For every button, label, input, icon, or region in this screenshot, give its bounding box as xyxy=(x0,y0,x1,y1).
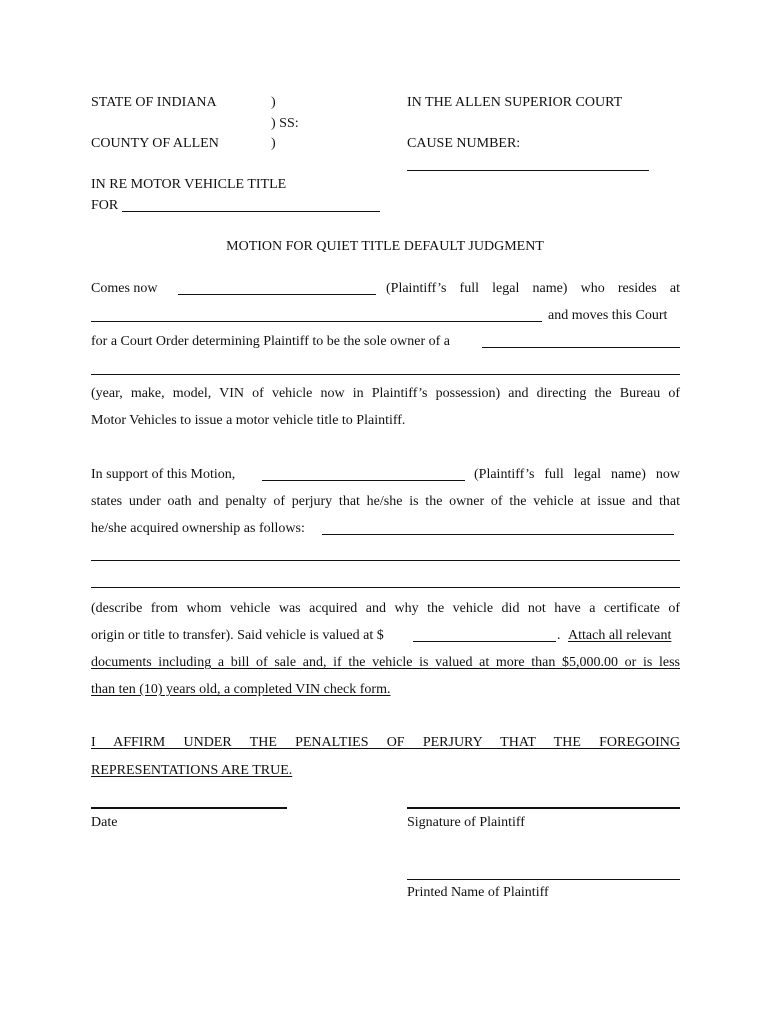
affirm-text: I AFFIRM UNDER THE PENALTIES OF PERJURY THAT THE FOREGOING xyxy=(91,735,680,750)
representations-text: REPRESENTATIONS ARE TRUE. xyxy=(91,763,293,778)
in-support-text: In support of this Motion, xyxy=(91,467,236,482)
court-label: IN THE ALLEN SUPERIOR COURT xyxy=(407,95,623,110)
bmv-text: Motor Vehicles to issue a motor vehicle title to Plaintiff. xyxy=(91,413,406,428)
vehicle-blank[interactable] xyxy=(482,347,680,348)
ownership-text: he/she acquired ownership as follows: xyxy=(91,521,305,536)
caption-paren: ) xyxy=(271,95,276,110)
in-re-label: IN RE MOTOR VEHICLE TITLE xyxy=(91,177,287,192)
describe-text: (describe from whom vehicle was acquired and why the vehicle did not have a certificate of xyxy=(91,601,680,616)
moves-court-text: and moves this Court xyxy=(548,308,668,323)
plaintiff-address-blank[interactable] xyxy=(91,321,542,322)
documents-text: documents including a bill of sale and, if the vehicle is valued at more than $5,000.00 or is less xyxy=(91,655,680,670)
ownership-blank[interactable] xyxy=(322,534,674,535)
document-title: MOTION FOR QUIET TITLE DEFAULT JUDGMENT xyxy=(226,239,544,254)
plaintiff-name-blank[interactable] xyxy=(178,294,376,295)
county-label: COUNTY OF ALLEN xyxy=(91,136,219,151)
caption-ss: ) SS: xyxy=(271,116,299,131)
resides-text: (Plaintiff’s full legal name) who resides at xyxy=(386,281,680,296)
oath-text: states under oath and penalty of perjury that he/she is the owner of the vehicle at issue and that xyxy=(91,494,680,509)
printed-name-label: Printed Name of Plaintiff xyxy=(407,885,549,900)
plaintiff-name-blank-2[interactable] xyxy=(262,480,465,481)
cause-number-blank[interactable] xyxy=(407,170,649,171)
ownership-blank-2[interactable] xyxy=(91,560,680,561)
cause-number-label: CAUSE NUMBER: xyxy=(407,136,521,151)
vehicle-info-text: (year, make, model, VIN of vehicle now in Plaintiff’s possession) and directing the Bureau of xyxy=(91,386,680,401)
vehicle-value-blank[interactable] xyxy=(413,641,556,642)
court-order-text: for a Court Order determining Plaintiff to be the sole owner of a xyxy=(91,334,450,349)
signature-line[interactable] xyxy=(407,807,680,809)
vehicle-description-blank[interactable] xyxy=(91,374,680,375)
comes-now-text: Comes now xyxy=(91,281,158,296)
vehicle-title-for-blank[interactable] xyxy=(122,211,380,212)
attach-text: Attach all relevant xyxy=(568,628,672,643)
for-label: FOR xyxy=(91,198,119,213)
date-label: Date xyxy=(91,815,118,830)
plaintiff-now-text: (Plaintiff’s full legal name) now xyxy=(474,467,680,482)
ownership-blank-3[interactable] xyxy=(91,587,680,588)
caption-paren: ) xyxy=(271,136,276,151)
period: . xyxy=(557,628,561,643)
printed-name-line[interactable] xyxy=(407,879,680,880)
state-label: STATE OF INDIANA xyxy=(91,95,217,110)
vin-check-text: than ten (10) years old, a completed VIN check form. xyxy=(91,682,391,697)
date-line[interactable] xyxy=(91,807,287,809)
valued-text: origin or title to transfer). Said vehicle is valued at $ xyxy=(91,628,384,643)
signature-label: Signature of Plaintiff xyxy=(407,815,525,830)
